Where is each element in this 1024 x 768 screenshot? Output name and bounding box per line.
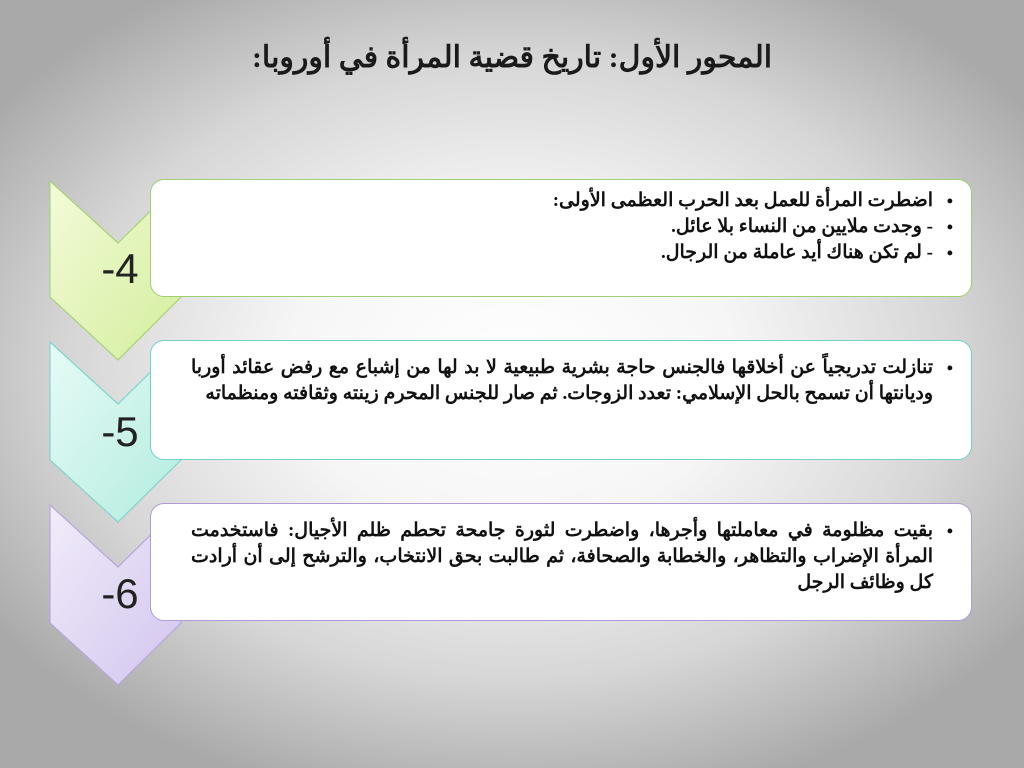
bullet-item: • تنازلت تدريجياً عن أخلاقها فالجنس حاجة بشرية طبيعية لا بد لها من إشباع مع رفض عقائد أوربا وديانتها أن تسمح بالحل الإسلامي: تعدد الزوجات. ثم صار للجنس المحرم زينته وثقافته ومنظماته [191,355,933,407]
step-box-5 [150,340,972,460]
bullet-list [191,518,955,596]
bullet-list [191,188,955,266]
bullet-item: • - وجدت ملايين من النساء بلا عائل. [191,214,933,240]
step-box-6 [150,503,972,621]
bullet-list [191,355,955,407]
step-number-6: -6 [101,570,139,617]
slide-title: المحور الأول: تاريخ قضية المرأة في أوروبا: [251,41,773,74]
bullet-item: • - لم تكن هناك أيد عاملة من الرجال. [191,240,933,266]
step-number-5: -5 [101,408,139,455]
bullet-item: • اضطرت المرأة للعمل بعد الحرب العظمى الأولى: [191,188,933,214]
step-number-4: -4 [101,245,139,292]
step-box-4 [150,179,972,297]
bullet-item: • بقيت مظلومة في معاملتها وأجرها، واضطرت لثورة جامحة تحطم ظلم الأجيال: فاستخدمت المرأة الإضراب والتظاهر، والخطابة والصحافة، ثم طالبت بحق الانتخاب، والترشح إلى أن أرادت كل وظائف الرجل [191,518,933,596]
